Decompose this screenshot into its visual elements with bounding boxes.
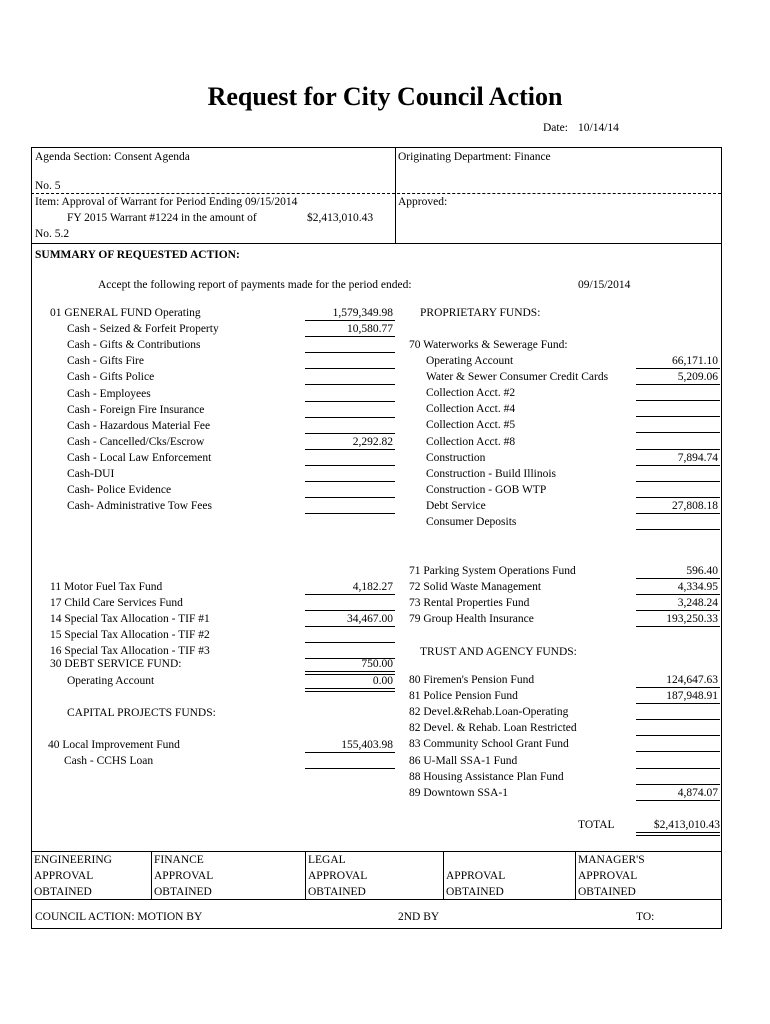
trust-row-label: 83 Community School Grant Fund [409, 738, 569, 751]
fund-row-label: 14 Special Tax Allocation - TIF #1 [50, 613, 210, 626]
trust-row-rule [636, 703, 720, 704]
waterworks-row-label: Operating Account [426, 355, 514, 367]
approval-text: OBTAINED [578, 886, 636, 898]
general-fund-row-rule [305, 401, 395, 402]
enterprise-row-label: 79 Group Health Insurance [409, 613, 534, 626]
approved-label: Approved: [398, 196, 448, 208]
trust-row-rule [636, 751, 720, 752]
agenda-section: Agenda Section: Consent Agenda [35, 151, 190, 163]
general-fund-row-label: Cash - Foreign Fire Insurance [67, 403, 205, 416]
general-fund-row-label: Cash- Administrative Tow Fees [67, 500, 212, 513]
council-motion-label: COUNCIL ACTION: MOTION BY [35, 911, 203, 923]
trust-row-label: 86 U-Mall SSA-1 Fund [409, 754, 518, 767]
originating-department: Originating Department: Finance [398, 151, 551, 163]
date-label: Date: [543, 122, 568, 134]
enterprise-row-value: 4,334.95 [677, 581, 718, 594]
general-fund-row-rule [305, 481, 395, 482]
general-fund-row-label: 01 GENERAL FUND Operating [50, 307, 201, 319]
general-fund-row-rule [305, 336, 395, 337]
waterworks-row-rule [636, 513, 720, 514]
approval-divider [575, 851, 576, 899]
header-rule [31, 193, 721, 194]
approval-text: LEGAL [308, 854, 346, 866]
approval-divider [305, 851, 306, 899]
warrant-amount: $2,413,010.43 [307, 212, 374, 224]
waterworks-row-rule [636, 497, 720, 498]
approval-text: APPROVAL [308, 870, 368, 882]
proprietary-heading: PROPRIETARY FUNDS: [420, 307, 541, 319]
enterprise-row-value: 193,250.33 [666, 613, 718, 626]
period-date: 09/15/2014 [578, 279, 631, 291]
trust-row-rule [636, 800, 720, 801]
waterworks-row-value: 5,209.06 [677, 371, 718, 384]
waterworks-row-rule [636, 529, 720, 530]
general-fund-row-label: Cash- Police Evidence [67, 484, 172, 497]
waterworks-row-label: Collection Acct. #2 [426, 387, 516, 400]
general-fund-row-value: 10,580.77 [347, 323, 393, 336]
trust-row-value: 187,948.91 [666, 690, 718, 703]
general-fund-row-label: Cash - Employees [67, 387, 151, 400]
general-fund-row-label: Cash - Hazardous Material Fee [67, 419, 211, 432]
waterworks-row-rule [636, 384, 720, 385]
operating-account-value: 0.00 [372, 675, 393, 687]
waterworks-row-label: Construction - Build Illinois [426, 467, 557, 480]
waterworks-row-rule [636, 416, 720, 417]
approval-divider [443, 851, 444, 899]
waterworks-row-value: 66,171.10 [672, 355, 718, 367]
trust-row-label: 81 Police Pension Fund [409, 690, 518, 703]
waterworks-row-label: Debt Service [426, 499, 486, 512]
local-improvement-value: 155,403.98 [341, 739, 393, 751]
fund-row-label: 17 Child Care Services Fund [50, 597, 183, 610]
general-fund-row-label: Cash - Gifts Fire [67, 355, 144, 368]
operating-account-rule [305, 688, 395, 692]
operating-account-label: Operating Account [67, 675, 155, 687]
general-fund-row-rule [305, 384, 395, 385]
capital-projects-heading: CAPITAL PROJECTS FUNDS: [67, 707, 216, 719]
general-fund-row-label: Cash - Gifts Police [67, 371, 155, 384]
total-label: TOTAL [578, 819, 615, 831]
waterworks-row-rule [636, 449, 720, 450]
summary-heading: SUMMARY OF REQUESTED ACTION: [35, 249, 240, 261]
enterprise-row-rule [636, 594, 720, 595]
general-fund-row-rule [305, 417, 395, 418]
waterworks-row-rule [636, 481, 720, 482]
waterworks-row-value: 27,808.18 [672, 499, 718, 512]
general-fund-row-rule [305, 433, 395, 434]
approval-text: OBTAINED [308, 886, 366, 898]
enterprise-row-rule [636, 610, 720, 611]
waterworks-row-label: Collection Acct. #8 [426, 435, 516, 448]
trust-row-label: 80 Firemen's Pension Fund [409, 674, 535, 686]
local-improvement-rule [305, 752, 395, 753]
waterworks-row-rule [636, 465, 720, 466]
general-fund-row-label: Cash - Gifts & Contributions [67, 339, 201, 352]
approval-text: ENGINEERING [34, 854, 112, 866]
fund-row-rule [305, 626, 395, 627]
approval-text: OBTAINED [446, 886, 504, 898]
general-fund-row-value: 2,292.82 [352, 435, 393, 448]
approval-text: OBTAINED [154, 886, 212, 898]
trust-row-label: 89 Downtown SSA-1 [409, 786, 509, 799]
approval-text: MANAGER'S [578, 854, 645, 866]
approval-text: FINANCE [154, 854, 204, 866]
trust-row-value: 124,647.63 [666, 674, 718, 686]
approval-text: APPROVAL [578, 870, 638, 882]
general-fund-row-rule [305, 320, 395, 321]
fund-row-value: 34,467.00 [347, 613, 393, 626]
waterworks-row-rule [636, 432, 720, 433]
enterprise-row-value: 3,248.24 [677, 597, 718, 610]
fund-row-value: 4,182.27 [352, 581, 393, 593]
item-description: Item: Approval of Warrant for Period Ending 09/15/2014 [35, 196, 298, 208]
fund-row-rule [305, 594, 395, 595]
fund-row-rule [305, 610, 395, 611]
fund-row-label: 11 Motor Fuel Tax Fund [50, 581, 163, 593]
trust-heading: TRUST AND AGENCY FUNDS: [420, 646, 577, 658]
council-to-label: TO: [636, 911, 655, 923]
general-fund-row-value: 1,579,349.98 [332, 307, 393, 319]
approval-text: APPROVAL [34, 870, 94, 882]
enterprise-row-label: 72 Solid Waste Management [409, 581, 542, 594]
header-divider [395, 147, 396, 243]
waterworks-row-label: Collection Acct. #4 [426, 403, 516, 416]
waterworks-row-label: Construction - GOB WTP [426, 483, 547, 496]
general-fund-row-rule [305, 497, 395, 498]
trust-row-rule [636, 768, 720, 769]
general-fund-row-label: Cash - Local Law Enforcement [67, 451, 212, 464]
waterworks-row-label: Consumer Deposits [426, 516, 517, 528]
general-fund-row-label: Cash - Cancelled/Cks/Escrow [67, 435, 205, 448]
enterprise-row-rule [636, 626, 720, 627]
form-frame [31, 147, 722, 929]
approval-text: APPROVAL [446, 870, 506, 882]
waterworks-row-rule [636, 368, 720, 369]
approvals-bottom-rule [31, 899, 721, 900]
date-value: 10/14/14 [578, 122, 619, 134]
trust-row-label: 88 Housing Assistance Plan Fund [409, 770, 564, 783]
fund-row-label: 15 Special Tax Allocation - TIF #2 [50, 629, 210, 642]
approval-divider [151, 851, 152, 899]
page-title: Request for City Council Action [207, 82, 563, 111]
general-fund-row-label: Cash-DUI [67, 468, 115, 480]
debt-service-value: 750.00 [361, 658, 393, 670]
cchs-loan-label: Cash - CCHS Loan [64, 755, 154, 767]
approval-text: APPROVAL [154, 870, 214, 882]
item-number: No. 5.2 [35, 228, 70, 240]
local-improvement-label: 40 Local Improvement Fund [48, 739, 180, 751]
header-bottom-rule [31, 243, 721, 244]
general-fund-row-rule [305, 449, 395, 450]
waterworks-heading: 70 Waterworks & Sewerage Fund: [409, 339, 568, 351]
enterprise-row-rule [636, 578, 720, 579]
general-fund-row-rule [305, 465, 395, 466]
trust-row-rule [636, 719, 720, 720]
trust-row-rule [636, 784, 720, 785]
trust-row-value: 4,874.07 [677, 786, 718, 799]
general-fund-row-rule [305, 513, 395, 514]
trust-row-label: 82 Devel. & Rehab. Loan Restricted [409, 722, 577, 735]
enterprise-row-value: 596.40 [686, 565, 718, 577]
approvals-top-rule [31, 851, 721, 852]
waterworks-row-value: 7,894.74 [677, 451, 718, 464]
waterworks-row-rule [636, 400, 720, 401]
cchs-loan-rule [305, 768, 395, 769]
total-value: $2,413,010.43 [653, 819, 720, 831]
debt-service-label: 30 DEBT SERVICE FUND: [50, 658, 182, 670]
general-fund-row-label: Cash - Seized & Forfeit Property [67, 323, 219, 336]
waterworks-row-label: Collection Acct. #5 [426, 419, 516, 432]
trust-row-rule [636, 735, 720, 736]
waterworks-row-label: Water & Sewer Consumer Credit Cards [426, 371, 609, 384]
general-fund-row-rule [305, 368, 395, 369]
enterprise-row-label: 73 Rental Properties Fund [409, 597, 530, 610]
agenda-number: No. 5 [35, 180, 61, 192]
fund-row-rule [305, 642, 395, 643]
accept-text: Accept the following report of payments made for the period ended: [98, 279, 412, 291]
fund-row-label: 16 Special Tax Allocation - TIF #3 [50, 645, 210, 658]
approval-text: OBTAINED [34, 886, 92, 898]
enterprise-row-label: 71 Parking System Operations Fund [409, 565, 576, 577]
total-rule [636, 832, 720, 836]
general-fund-row-rule [305, 352, 395, 353]
trust-row-label: 82 Devel.&Rehab.Loan-Operating [409, 706, 569, 719]
waterworks-row-label: Construction [426, 451, 486, 464]
council-second-label: 2ND BY [398, 911, 440, 923]
trust-row-rule [636, 687, 720, 688]
warrant-description: FY 2015 Warrant #1224 in the amount of [67, 212, 257, 224]
